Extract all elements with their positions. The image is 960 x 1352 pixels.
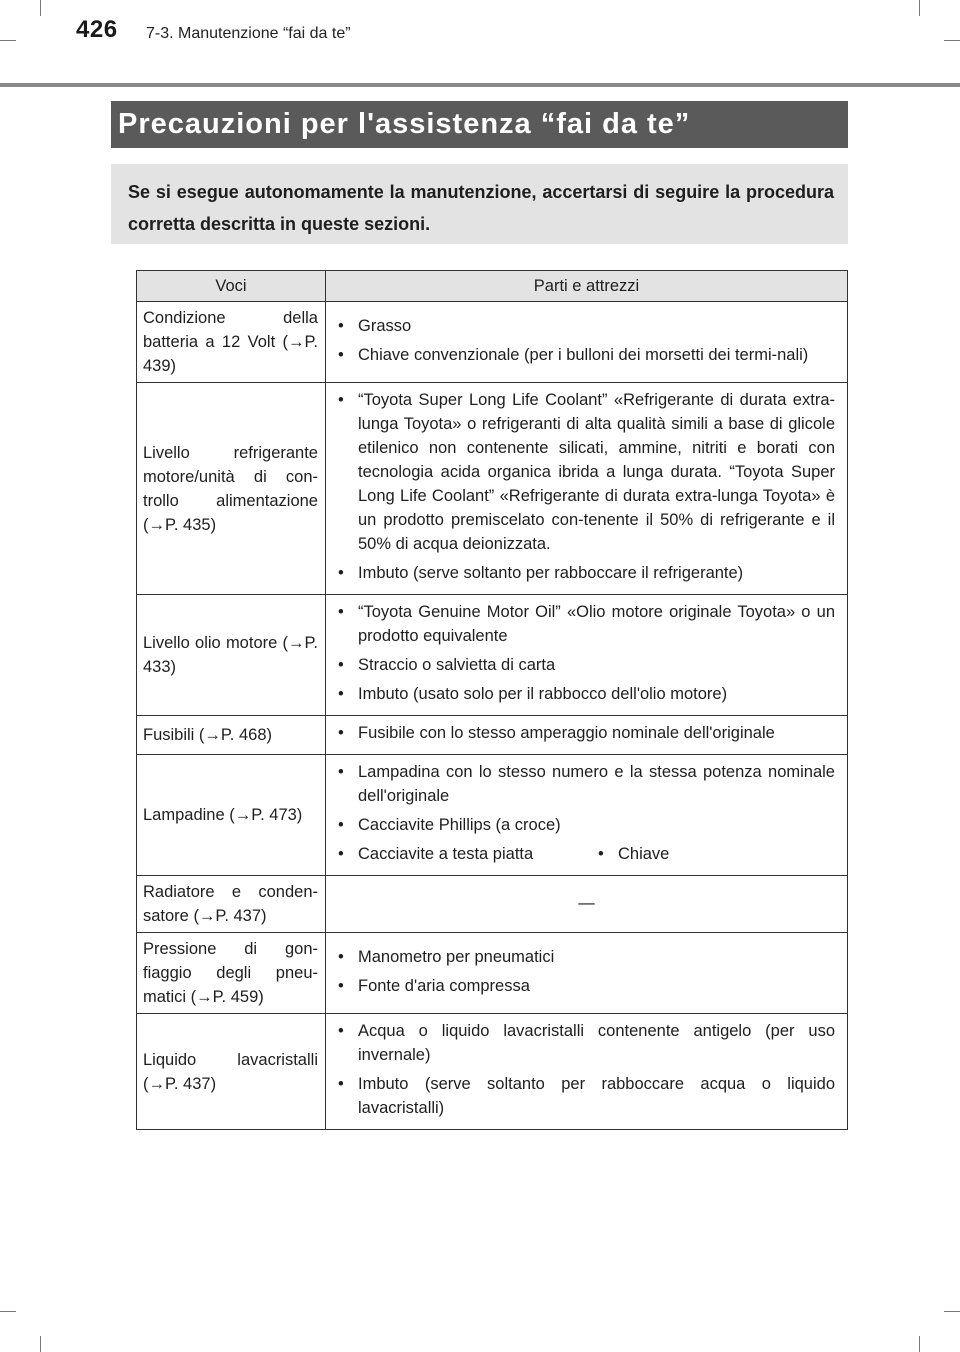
table-body [137,302,848,1130]
parts-list-item: • Straccio o salvietta di carta [338,653,835,677]
parts-list [338,721,835,745]
parts-cell [326,933,848,1014]
crop-mark [0,1311,16,1312]
voce-cell: Liquido lavacristalli (→P. 437) [137,1014,326,1130]
intro-text: Se si esegue autonomamente la manutenzione, accertarsi di seguire la procedura corretta descritta in queste sezioni. [128,182,834,234]
parts-table [136,270,848,1130]
parts-list-item: • Lampadina con lo stesso numero e la stessa potenza nominale dell'originale [338,760,835,808]
parts-list [338,314,835,367]
parts-list-item: • Fonte d'aria compressa [338,974,835,998]
parts-list-item: • Chiave convenzionale (per i bulloni dei morsetti dei termi-nali) [338,343,835,367]
parts-list-item: • “Toyota Super Long Life Coolant” «Refrigerante di durata extra-lunga Toyota» o refrigeranti di alta qualità simili a base di glicole etilenico non contenente silicati, ammine, nitriti e borati con tecnologia acida organica ibrida a lunga durata. “Toyota Super Long Life Coolant” «Refrigerante di durata extra-lunga Toyota» è un prodotto premiscelato con-tenente il 50% di refrigerante e il 50% di acqua deionizzata. [338,388,835,556]
parts-cell [326,755,848,876]
voce-cell: Pressione di gon-fiaggio degli pneu-matici (→P. 459) [137,933,326,1014]
table-row [137,876,848,933]
page-header [0,0,960,90]
table-row [137,1014,848,1130]
crop-mark [944,1311,960,1312]
parts-list-item: • Cacciavite Phillips (a croce) [338,813,835,837]
voce-cell: Livello refrigerante motore/unità di con-trollo alimentazione (→P. 435) [137,383,326,595]
page-title: Precauzioni per l'assistenza “fai da te” [118,108,691,140]
voce-cell: Lampadine (→P. 473) [137,755,326,876]
header-divider [0,83,960,87]
parts-list-item-pair [338,842,835,866]
parts-list [338,760,835,866]
parts-list-item: • Imbuto (usato solo per il rabbocco dell'olio motore) [338,682,835,706]
voce-cell: Livello olio motore (→P. 433) [137,595,326,716]
voce-cell: Fusibili (→P. 468) [137,716,326,755]
column-header-voci: Voci [137,271,326,302]
parts-list-item: • Grasso [338,314,835,338]
section-title: 7-3. Manutenzione “fai da te” [146,25,351,42]
intro-box [111,164,848,244]
parts-list-item: • Imbuto (serve soltanto per rabboccare acqua o liquido lavacristalli) [338,1072,835,1120]
parts-cell [326,1014,848,1130]
table-row [137,383,848,595]
parts-list [338,1019,835,1120]
parts-cell [326,383,848,595]
voce-cell: Radiatore e conden-satore (→P. 437) [137,876,326,933]
parts-pair-item: • Cacciavite a testa piatta [338,842,598,866]
parts-cell [326,595,848,716]
parts-pair-item: • Chiave [598,842,669,866]
page-number: 426 [76,16,118,43]
parts-list-item: • Manometro per pneumatici [338,945,835,969]
column-header-parti: Parti e attrezzi [326,271,848,302]
parts-list-item: • Imbuto (serve soltanto per rabboccare il refrigerante) [338,561,835,585]
parts-list-item: • “Toyota Genuine Motor Oil” «Olio motore originale Toyota» o un prodotto equivalente [338,600,835,648]
crop-mark [919,1336,920,1352]
parts-list [338,388,835,585]
voce-cell: Condizione della batteria a 12 Volt (→P. 439) [137,302,326,383]
table-row [137,302,848,383]
parts-cell [326,716,848,755]
table-row [137,755,848,876]
table-header-row [137,271,848,302]
table-row [137,716,848,755]
table-row [137,595,848,716]
table-row [137,933,848,1014]
parts-list-item: • Fusibile con lo stesso amperaggio nominale dell'originale [338,721,835,745]
parts-list [338,945,835,998]
parts-list-item: • Acqua o liquido lavacristalli contenente antigelo (per uso invernale) [338,1019,835,1067]
parts-list [338,600,835,706]
title-bar [111,101,848,148]
parts-cell: — [326,876,848,933]
crop-mark [40,1336,41,1352]
parts-cell [326,302,848,383]
